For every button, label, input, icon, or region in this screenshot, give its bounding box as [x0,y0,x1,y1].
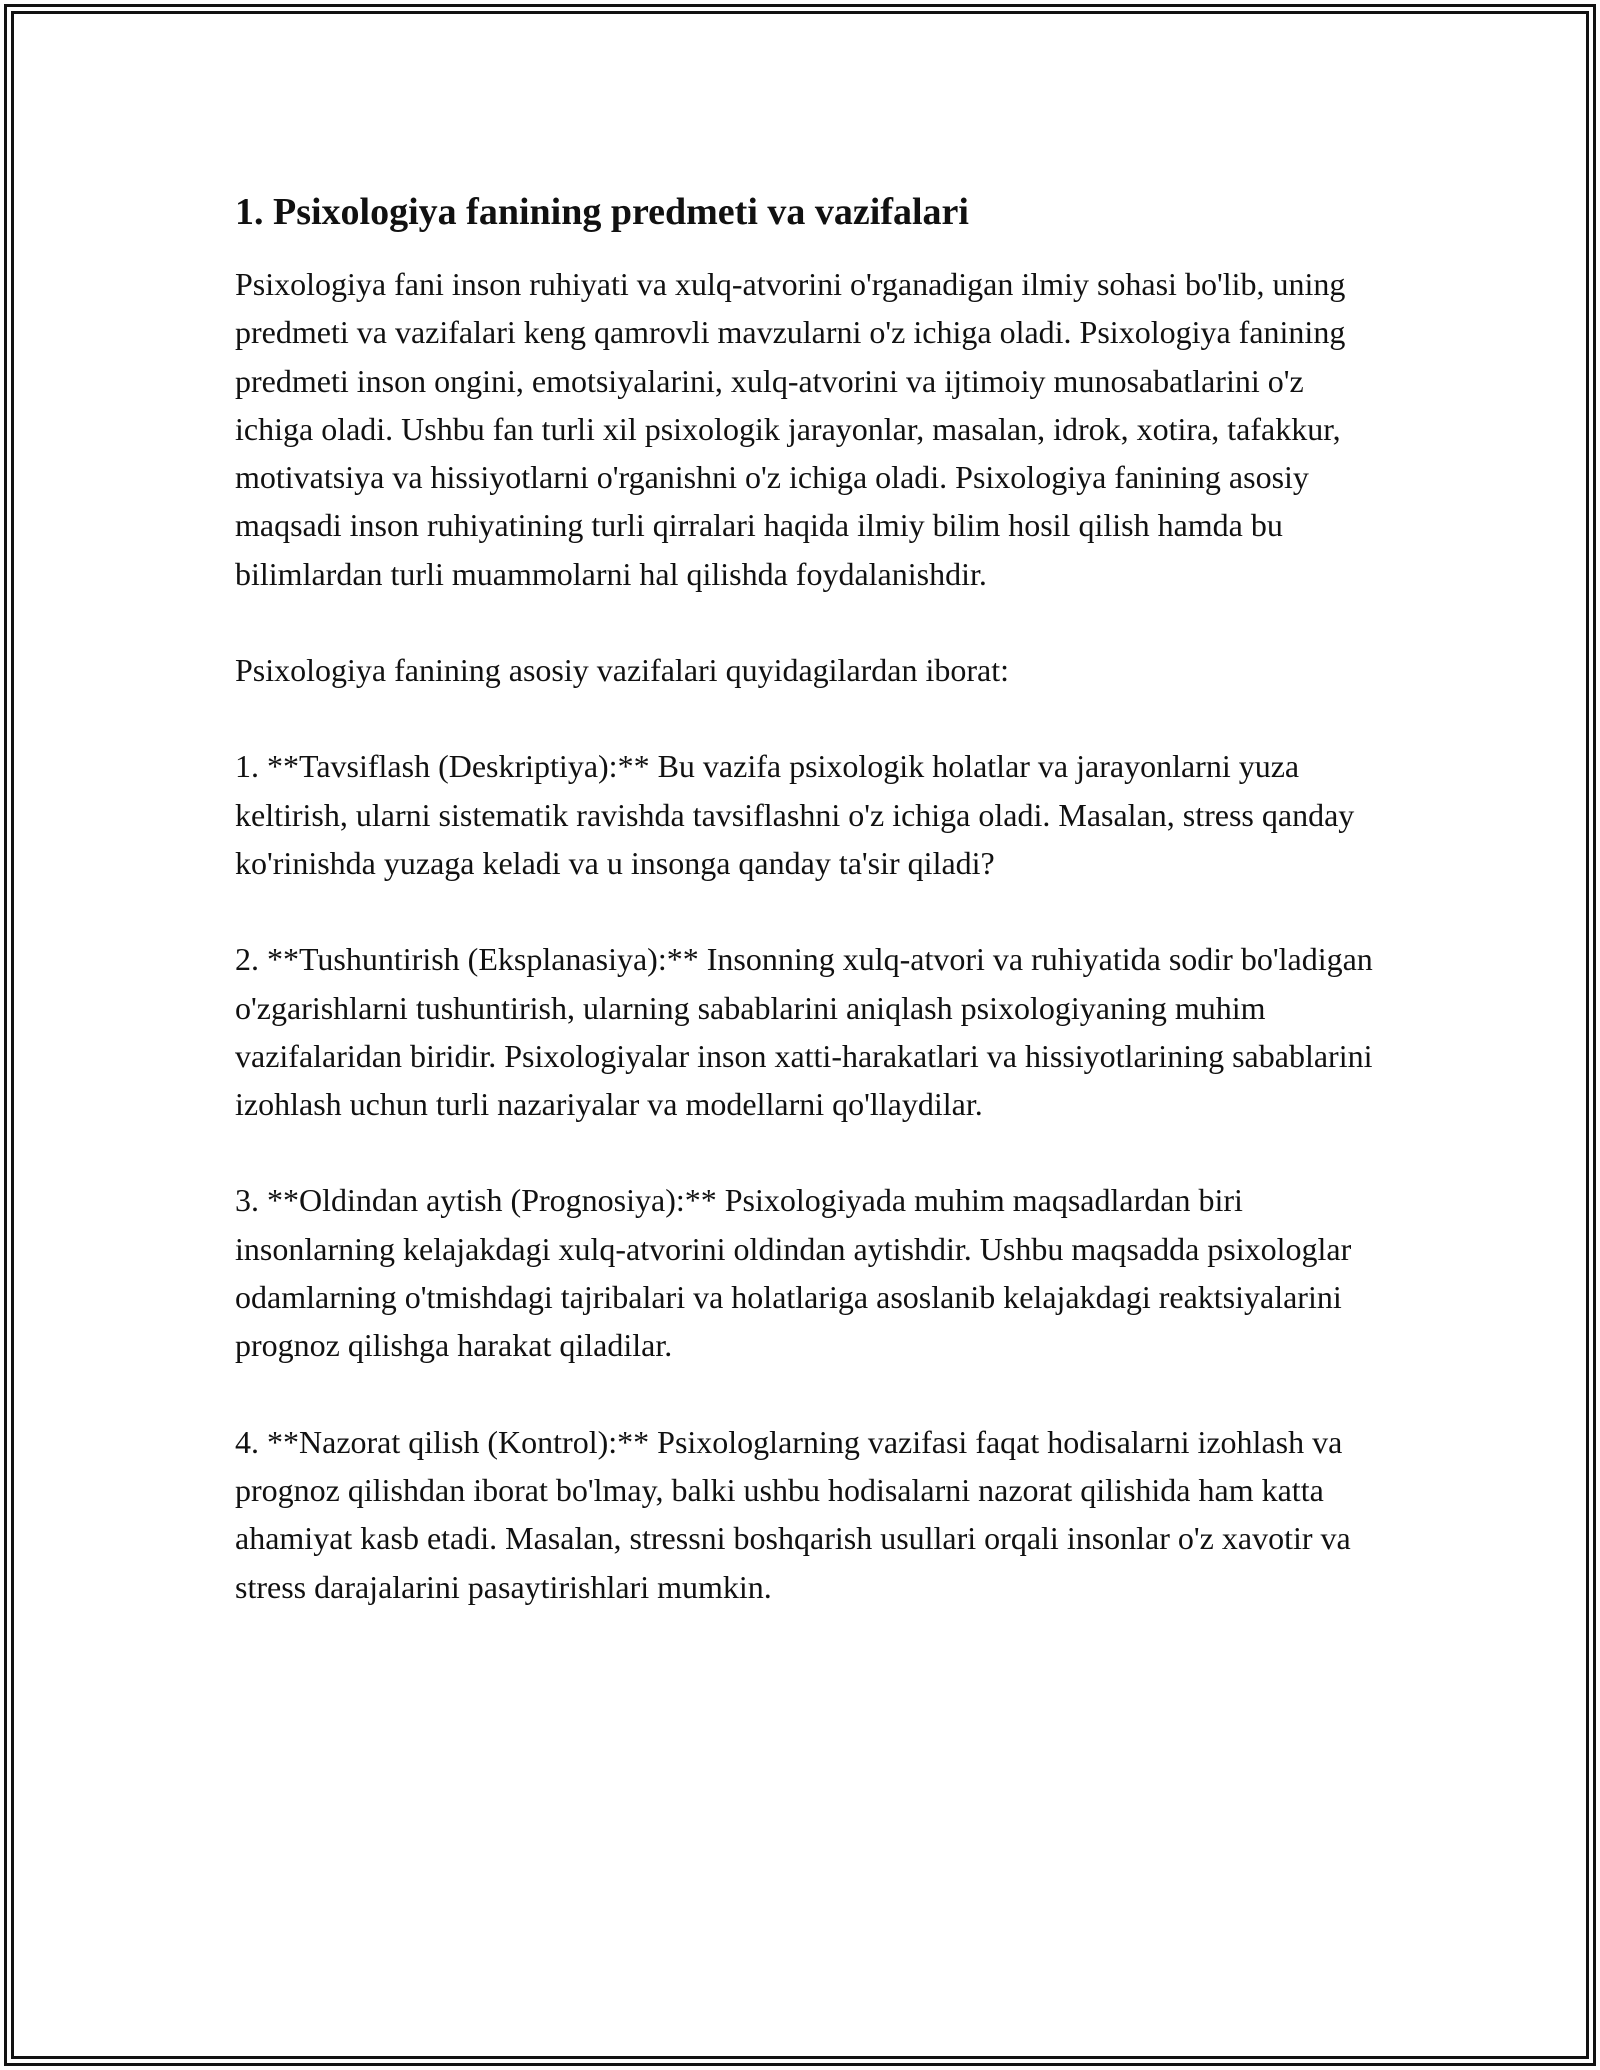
section-title: 1. Psixologiya fanining predmeti va vazifalari [235,191,969,233]
task-item-explanation: 2. **Tushuntirish (Eksplanasiya):** Insonning xulq-atvori va ruhiyatida sodir bo'ladigan o'zgarishlarni tushuntirish, ularning sabablarini aniqlash psixologiyaning muhim vazifalaridan biridir. Psixologiyalar inson xatti-harakatlari va hissiyotlarining sabablarini izohlash uchun turli nazariyalar va modellarni qo'llaydilar. [235,941,1373,1123]
task-item-description: 1. **Tavsiflash (Deskriptiya):** Bu vazifa psixologik holatlar va jarayonlarni yuza keltirish, ularni sistematik ravishda tavsiflashni o'z ichiga oladi. Masalan, stress qanday ko'rinishda yuzaga keladi va u insonga qanday ta'sir qiladi? [235,748,1355,881]
task-item-prediction: 3. **Oldindan aytish (Prognosiya):** Psixologiyada muhim maqsadlardan biri insonlarning kelajakdagi xulq-atvorini oldindan aytishdir. Ushbu maqsadda psixologlar odamlarning o'tmishdagi tajribalari va holatlariga asoslanib kelajakdagi reaktsiyalarini prognoz qilishga harakat qiladilar. [235,1182,1352,1364]
task-item-control: 4. **Nazorat qilish (Kontrol):** Psixologlarning vazifasi faqat hodisalarni izohlash va prognoz qilishdan iborat bo'lmay, balki ushbu hodisalarni nazorat qilishida ham katta ahamiyat kasb etadi. Masalan, stressni boshqarish usullari orqali insonlar o'z xavotir va stress darajalarini pasaytirishlari mumkin. [235,1423,1351,1605]
intro-paragraph: Psixologiya fani inson ruhiyati va xulq-atvorini o'rganadigan ilmiy sohasi bo'lib, uning predmeti va vazifalari keng qamrovli mavzularni o'z ichiga oladi. Psixologiya fanining predmeti inson ongini, emotsiyalarini, xulq-atvorini va ijtimoiy munosabatlarini o'z ichiga oladi. Ushbu fan turli xil psixologik jarayonlar, masalan, idrok, xotira, tafakkur, motivatsiya va hissiyotlarni o'rganishni o'z ichiga oladi. Psixologiya fanining asosiy maqsadi inson ruhiyatining turli qirralari haqida ilmiy bilim hosil qilish hamda bu bilimlardan turli muammolarni hal qilishda foydalanishdir. [235,266,1346,592]
list-intro-paragraph: Psixologiya fanining asosiy vazifalari quyidagilardan iborat: [235,652,1010,689]
document-body [235,188,1375,1611]
